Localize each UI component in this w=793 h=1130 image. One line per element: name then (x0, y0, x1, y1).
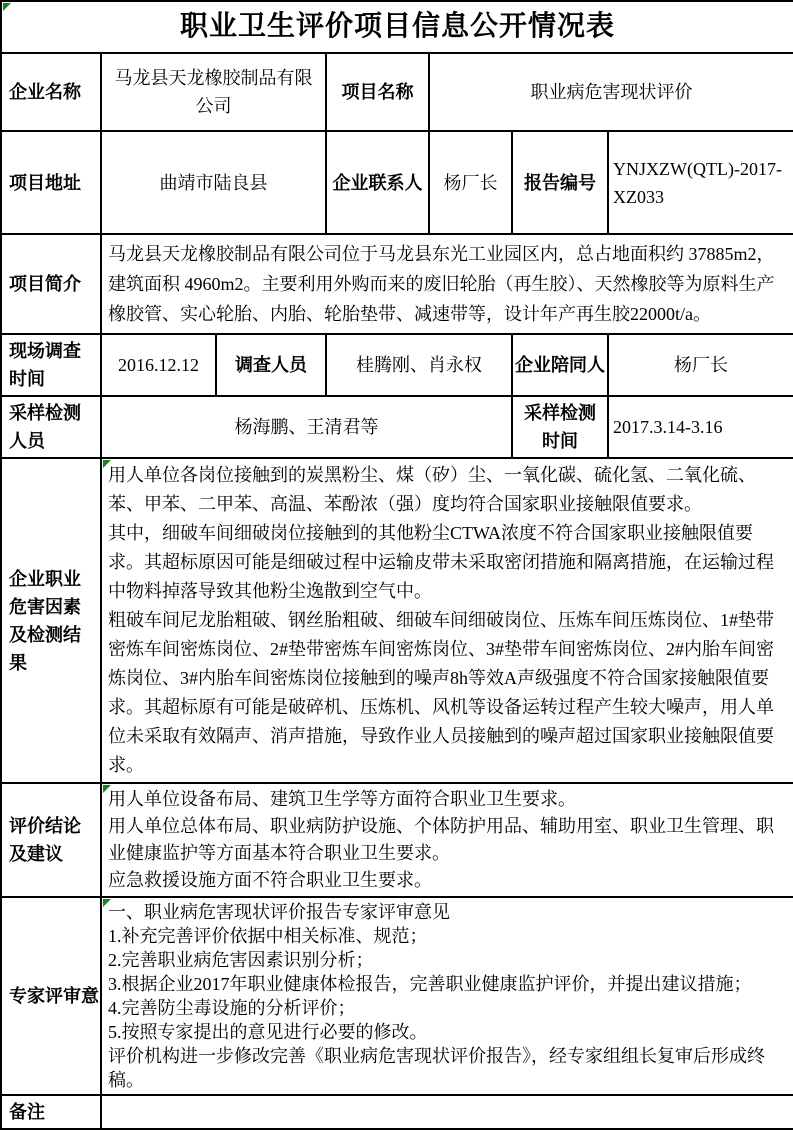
escort-label: 企业陪同人 (512, 334, 608, 396)
expert-review-line: 1.补充完善评价依据中相关标准、规范； (108, 926, 428, 946)
company-contact-label: 企业联系人 (326, 131, 429, 234)
expert-review-value (101, 897, 793, 1095)
project-name-label: 项目名称 (326, 53, 429, 131)
escort-value: 杨厂长 (608, 334, 793, 396)
expert-review-line: 评价机构进一步修改完善《职业病危害现状评价报告》，经专家组组长复审后形成终稿。 (108, 1046, 765, 1090)
table-row-survey (1, 334, 793, 396)
table-row-expert-review (1, 897, 793, 1095)
conclusion-value (101, 783, 793, 897)
expert-review-line: 5.按照专家提出的意见进行必要的修改。 (108, 1022, 428, 1042)
surveyors-value: 桂腾刚、肖永权 (326, 334, 512, 396)
surveyors-label: 调查人员 (216, 334, 326, 396)
company-contact-value: 杨厂长 (429, 131, 512, 234)
project-intro-value: 马龙县天龙橡胶制品有限公司位于马龙县东光工业园区内，总占地面积约 37885m2，建筑面积 4960m2。主要利用外购而来的废旧轮胎（再生胶）、天然橡胶等为原料生产橡胶管、实心轮胎、内胎、轮胎垫带、减速带等，设计年产再生胶22000t/a。 (101, 234, 793, 334)
expert-review-line: 2.完善职业病危害因素识别分析； (108, 950, 374, 970)
sampling-time-label: 采样检测时间 (512, 396, 608, 458)
hazard-result-value (101, 458, 793, 783)
table-row-remark (1, 1095, 793, 1129)
expert-review-line: 4.完善防尘毒设施的分析评价； (108, 998, 356, 1018)
page-title-text: 职业卫生评价项目信息公开情况表 (180, 11, 616, 42)
project-address-value: 曲靖市陆良县 (101, 131, 326, 234)
remark-value (101, 1095, 793, 1129)
conclusion-line: 用人单位设备布局、建筑卫生学等方面符合职业卫生要求。 (108, 789, 576, 809)
table-row-company (1, 53, 793, 131)
page-title (1, 1, 793, 53)
expert-review-label: 专家评审意 (1, 897, 101, 1095)
sampling-staff-label: 采样检测人员 (1, 396, 101, 458)
title-row (1, 1, 793, 53)
cell-error-indicator-icon (3, 3, 11, 11)
hazard-paragraph: 粗破车间尼龙胎粗破、钢丝胎粗破、细破车间细破岗位、压炼车间压炼岗位、1#垫带密炼车间密炼岗位、2#垫带密炼车间密炼岗位、3#垫带车间密炼岗位、2#内胎车间密炼岗位、3#内胎车间密炼岗位接触到的噪声8h等效A声级强度不符合国家接触限值要求。其超标原有可能是破碎机、压炼机、风机等设备运转过程产生较大噪声，用人单位未采取有效隔声、消声措施，导致作业人员接触到的噪声超过国家职业接触限值要求。 (108, 610, 774, 775)
sampling-staff-value: 杨海鹏、王清君等 (101, 396, 512, 458)
cell-error-indicator-icon (103, 785, 111, 793)
conclusion-line: 应急救援设施方面不符合职业卫生要求。 (108, 870, 432, 890)
hazard-paragraph: 其中，细破车间细破岗位接触到的其他粉尘CTWA浓度不符合国家职业接触限值要求。其超标原因可能是细破过程中运输皮带未采取密闭措施和隔离措施，在运输过程中物料掉落导致其他粉尘逸散到空气中。 (108, 523, 774, 601)
table-row-intro (1, 234, 793, 334)
hazard-paragraph: 用人单位各岗位接触到的炭黑粉尘、煤（矽）尘、一氧化碳、硫化氢、二氧化硫、苯、甲苯、二甲苯、高温、苯酚浓（强）度均符合国家职业接触限值要求。 (108, 465, 756, 514)
project-name-value: 职业病危害现状评价 (429, 53, 793, 131)
cell-error-indicator-icon (103, 460, 111, 468)
company-name-value: 马龙县天龙橡胶制品有限公司 (101, 53, 326, 131)
conclusion-line: 用人单位总体布局、职业病防护设施、个体防护用品、辅助用室、职业卫生管理、职业健康监护等方面基本符合职业卫生要求。 (108, 816, 774, 863)
project-intro-label: 项目简介 (1, 234, 101, 334)
table-row-sampling (1, 396, 793, 458)
table-row-hazard (1, 458, 793, 783)
survey-time-value: 2016.12.12 (101, 334, 216, 396)
report-number-value: YNJXZW(QTL)-2017-XZ033 (608, 131, 793, 234)
remark-label: 备注 (1, 1095, 101, 1129)
table-row-address (1, 131, 793, 234)
project-address-label: 项目地址 (1, 131, 101, 234)
expert-review-line: 一、职业病危害现状评价报告专家评审意见 (108, 902, 450, 922)
survey-time-label: 现场调查时间 (1, 334, 101, 396)
company-name-label: 企业名称 (1, 53, 101, 131)
report-number-label: 报告编号 (512, 131, 608, 234)
sampling-time-value: 2017.3.14-3.16 (608, 396, 793, 458)
conclusion-label: 评价结论及建议 (1, 783, 101, 897)
cell-error-indicator-icon (103, 899, 111, 907)
expert-review-line: 3.根据企业2017年职业健康体检报告，完善职业健康监护评价，并提出建议措施； (108, 974, 752, 994)
table-row-conclusion (1, 783, 793, 897)
hazard-result-label: 企业职业危害因素及检测结果 (1, 458, 101, 783)
